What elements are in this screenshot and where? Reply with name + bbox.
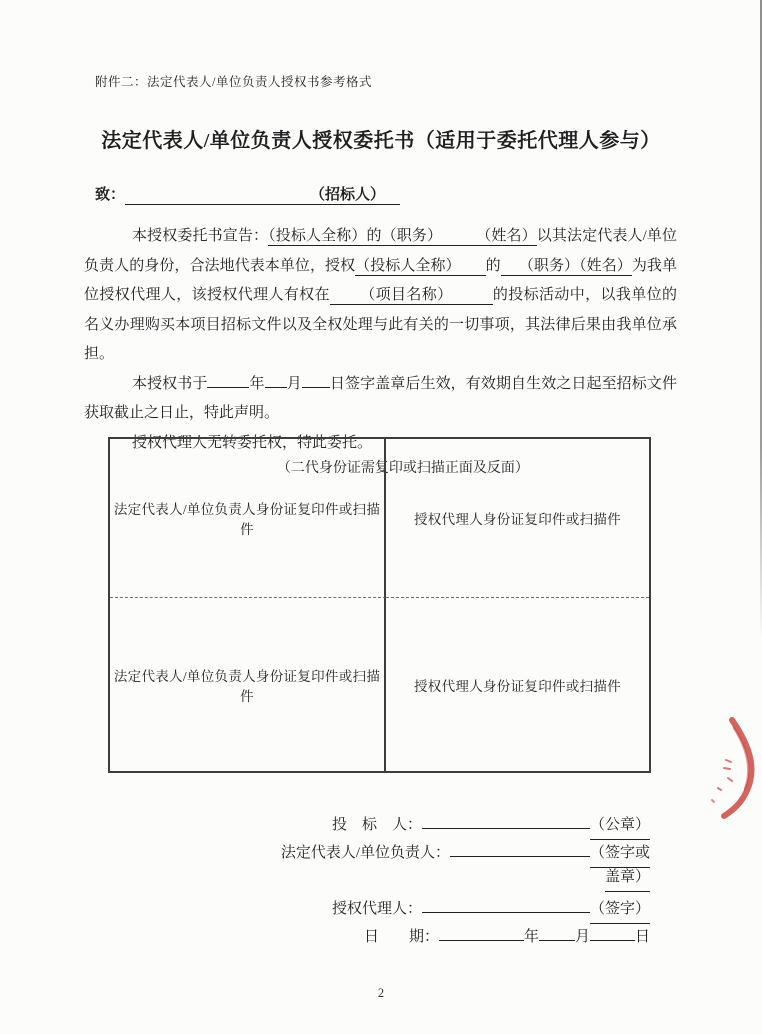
paragraph-no-delegation: 授权代理人无转委托权，特此委托。 — [132, 434, 373, 451]
date-day-label: 日 — [634, 929, 650, 945]
label-year: 年 — [249, 375, 265, 392]
addressee-hint: （招标人） — [310, 187, 386, 203]
underlined-field — [330, 287, 493, 305]
document-title: 法定代表人/单位负责人授权委托书（适用于委托代理人参与） — [101, 130, 661, 152]
signature-row-agent — [250, 892, 650, 920]
body-segment: 的 — [485, 257, 501, 274]
blank-line — [461, 255, 486, 270]
signature-row-date — [250, 920, 650, 948]
addressee-line — [95, 183, 400, 204]
blank-month-line — [265, 371, 287, 388]
body-segment: 以其法定代表人/单位负责人的身份，合法地代表本单位，授权 — [84, 228, 677, 274]
paragraph-declaration — [84, 222, 677, 370]
blank-line — [453, 284, 493, 299]
date-month-line — [539, 920, 575, 941]
bidder-signature-line — [422, 808, 590, 829]
table-cell-legal-rep-id-back: 法定代表人/单位负责人身份证复印件或扫描件 — [110, 598, 386, 771]
date-day-line — [590, 920, 635, 941]
legal-rep-label: 法定代表人/单位负责人： — [280, 845, 450, 861]
field-project-name: （项目名称） — [359, 287, 453, 303]
underlined-field — [501, 258, 632, 276]
body-segment: 为我单位授权代理人，该授权代理人有权在 — [84, 257, 677, 303]
agent-label: 授权代理人： — [331, 901, 422, 917]
paragraph-validity — [84, 370, 677, 429]
field-bidder-fullname: （投标人全称） — [355, 257, 461, 274]
date-year-line — [439, 920, 524, 941]
blank-line — [385, 184, 400, 199]
blank-line — [501, 255, 519, 270]
id-card-note: （二代身份证需复印或扫描正面及反面） — [276, 461, 529, 476]
body-segment: 本授权委托书宣告： — [132, 228, 269, 244]
page-number: 2 — [377, 986, 385, 1000]
body-segment: 的投标活动中，以我单位的名义办理购买本项目招标文件以及全权处理与此有关的一切事项，其法律后果由我单位承担。 — [84, 287, 677, 362]
body-segment: 日签字盖章后生效，有效期自生效之日起至招标文件获取截止之日止，特此声明。 — [84, 375, 677, 421]
date-year-label: 年 — [523, 929, 539, 945]
agent-sign-hint: （签字） — [590, 896, 650, 924]
blank-line — [442, 225, 476, 240]
blank-day-line — [302, 371, 330, 388]
blank-line — [125, 184, 310, 199]
bidder-label: 投 标 人： — [331, 817, 422, 833]
signature-row-bidder — [250, 808, 650, 836]
label-month: 月 — [286, 375, 302, 392]
addressee-blank-line — [125, 187, 400, 205]
blank-year-line — [207, 371, 249, 388]
table-cell-agent-id-back: 授权代理人身份证复印件或扫描件 — [414, 678, 621, 694]
legal-rep-sign-hint: （签字或 — [590, 840, 650, 868]
field-bidder-title: （投标人全称）的（职务） — [268, 228, 443, 244]
body-segment: 本授权书于 — [132, 375, 208, 392]
field-title-name: （职务）（姓名） — [518, 257, 632, 274]
addressee-label: 致： — [95, 187, 126, 203]
red-seal-partial-icon — [698, 688, 762, 833]
signature-block — [250, 808, 650, 948]
blank-line — [330, 284, 360, 299]
bidder-seal-hint: （公章） — [590, 812, 650, 840]
underlined-field — [355, 258, 485, 276]
legal-rep-seal-hint: 盖章） — [605, 864, 650, 892]
underlined-field — [268, 228, 537, 246]
date-label: 日 期： — [363, 929, 439, 945]
field-name: （姓名） — [476, 228, 537, 244]
signature-row-seal-continuation — [250, 864, 650, 892]
signature-row-legal-rep — [250, 836, 650, 864]
table-cell-legal-rep-id-front: 法定代表人/单位负责人身份证复印件或扫描件 — [110, 439, 386, 598]
legal-rep-signature-line — [450, 836, 590, 857]
agent-signature-line — [422, 892, 590, 913]
date-month-label: 月 — [574, 929, 590, 945]
id-copy-table — [108, 437, 651, 773]
attachment-note: 附件二：法定代表人/单位负责人授权书参考格式 — [95, 75, 372, 89]
table-cell-agent-id-front: 授权代理人身份证复印件或扫描件 — [386, 439, 649, 598]
